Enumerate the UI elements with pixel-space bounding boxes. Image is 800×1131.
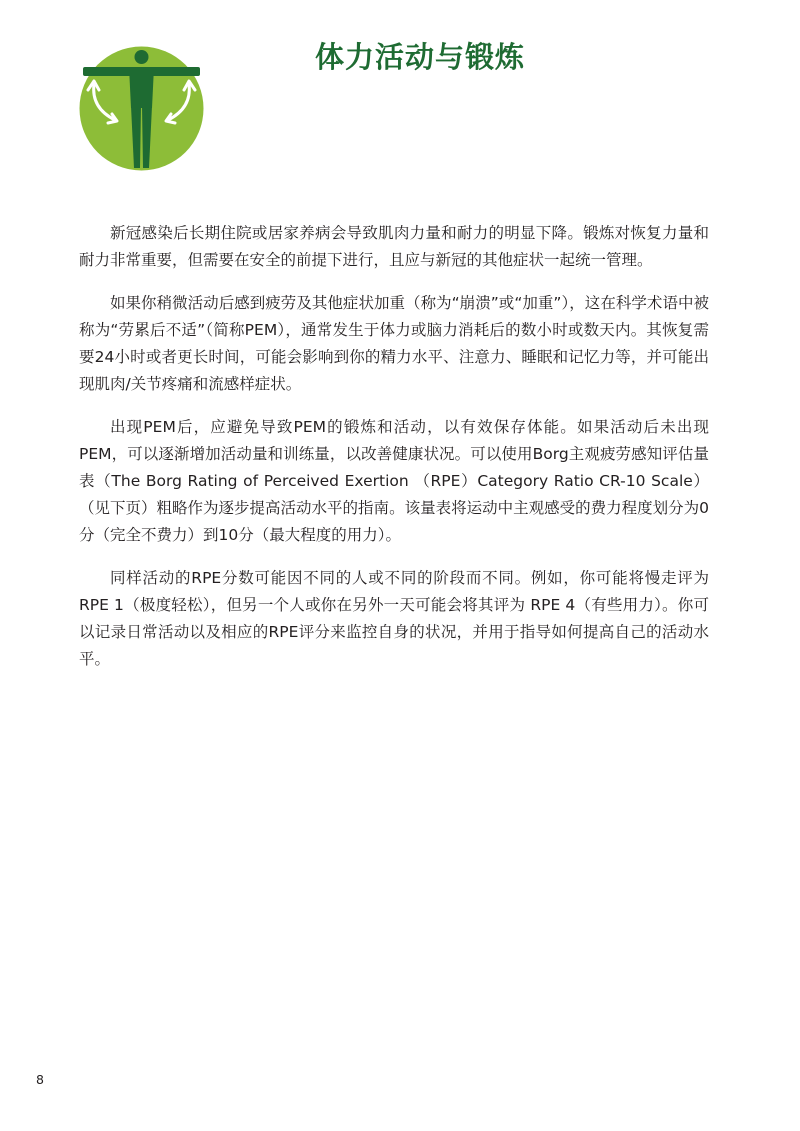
person-stretching-arms-icon: [79, 46, 204, 171]
paragraph-intro: 新冠感染后长期住院或居家养病会导致肌肉力量和耐力的明显下降。锻炼对恢复力量和耐力非常重要，但需要在安全的前提下进行，且应与新冠的其他症状一起统一管理。: [79, 224, 709, 269]
page-number: 8: [36, 1072, 44, 1087]
paragraph-rpe-scores: 同样活动的RPE分数可能因不同的人或不同的阶段而不同。例如，你可能将慢走评为RPE 1（极度轻松），但另一个人或你在另外一天可能会将其评为 RPE 4（有些用力）。你可以记录日常活动以及相应的RPE评分来监控自身的状况，并用于指导如何提高自己的活动水平。: [79, 569, 709, 668]
page-title: 体力活动与锻炼: [314, 40, 525, 74]
body-text: [79, 220, 709, 689]
paragraph-pem-definition: 如果你稍微活动后感到疲劳及其他症状加重（称为“崩溃”或“加重”），这在科学术语中被称为“劳累后不适”（简称PEM），通常发生于体力或脑力消耗后的数小时或数天内。其恢复需要24小时或者更长时间，可能会影响到你的精力水平、注意力、睡眠和记忆力等，并可能出现肌肉/关节疼痛和流感样症状。: [79, 294, 709, 393]
paragraph-borg-scale: 出现PEM后，应避免导致PEM的锻炼和活动，以有效保存体能。如果活动后未出现PEM，可以逐渐增加活动量和训练量，以改善健康状况。可以使用Borg主观疲劳感知评估量表（The Borg Rating of Perceived Exertion （RPE）Category Ratio CR-10 Scale）（见下页）粗略作为逐步提高活动水平的指南。该量表将运动中主观感受的费力程度划分为0分（完全不费力）到10分（最大程度的用力）。: [79, 418, 709, 544]
